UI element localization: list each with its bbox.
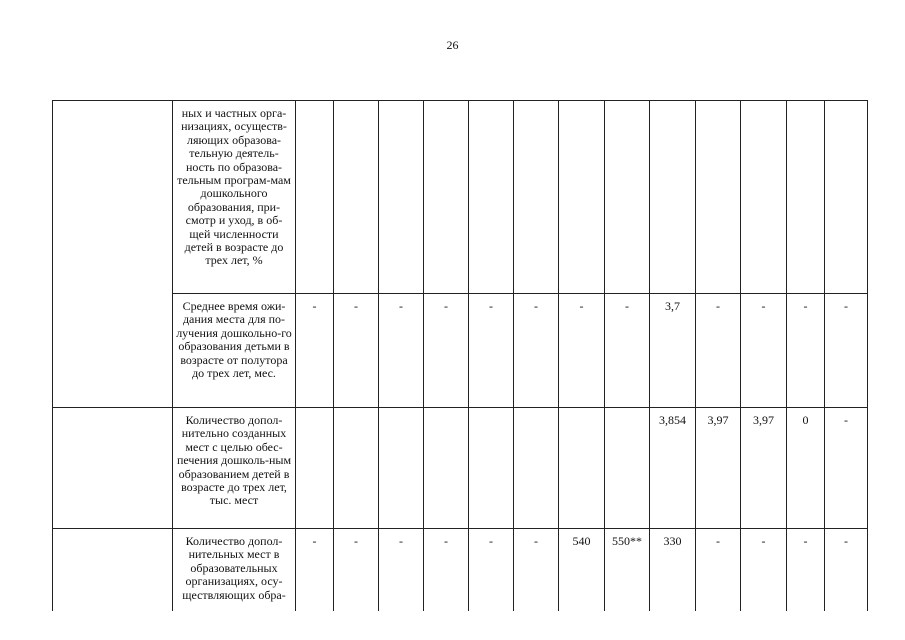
value-cell: - (825, 294, 868, 408)
value-cell: - (825, 408, 868, 529)
value-cell: - (424, 294, 469, 408)
value-cell: - (741, 294, 787, 408)
value-cell: - (296, 529, 334, 611)
table-row (53, 408, 868, 529)
value-cell: 330 (650, 529, 696, 611)
indicators-table (52, 100, 868, 611)
value-cell: - (741, 529, 787, 611)
value-cell: - (696, 294, 741, 408)
value-cell: - (825, 529, 868, 611)
value-cell (424, 101, 469, 294)
indicator-cell: ных и частных орга-низациях, осуществ-ляющих образова-тельную деятель-ность по образова-тельным програм-мам дошкольного образования, при-смотр и уход, в об-щей численности детей в возрасте до трех лет, % (173, 101, 296, 294)
value-cell: - (469, 294, 514, 408)
value-cell: 3,7 (650, 294, 696, 408)
value-cell (741, 101, 787, 294)
value-cell (379, 101, 424, 294)
table-row (53, 294, 868, 408)
section-cell (53, 408, 173, 529)
indicator-cell: Среднее время ожи-дания места для по-лучения дошкольно-го образования детьми в возрасте от полутора до трех лет, мес. (173, 294, 296, 408)
indicator-cell: Количество допол-нительно созданных мест с целью обес-печения дошколь-ным образованием детей в возрасте до трех лет, тыс. мест (173, 408, 296, 529)
value-cell (379, 408, 424, 529)
value-cell: - (379, 294, 424, 408)
value-cell: 0 (787, 408, 825, 529)
value-cell: - (559, 294, 605, 408)
table-row (53, 529, 868, 611)
value-cell (334, 408, 379, 529)
value-cell (825, 101, 868, 294)
value-cell: - (514, 529, 559, 611)
value-cell (605, 101, 650, 294)
value-cell: 3,97 (696, 408, 741, 529)
value-cell (787, 101, 825, 294)
value-cell (469, 101, 514, 294)
table-row (53, 101, 868, 294)
value-cell (424, 408, 469, 529)
value-cell: - (787, 529, 825, 611)
value-cell (296, 408, 334, 529)
value-cell: - (334, 529, 379, 611)
value-cell (296, 101, 334, 294)
value-cell (696, 101, 741, 294)
value-cell: - (296, 294, 334, 408)
section-cell (53, 101, 173, 408)
indicator-cell: Количество допол-нительных мест в образовательных организациях, осу-ществляющих обра- (173, 529, 296, 611)
value-cell: - (469, 529, 514, 611)
value-cell: - (696, 529, 741, 611)
value-cell (650, 101, 696, 294)
value-cell (469, 408, 514, 529)
value-cell: - (379, 529, 424, 611)
section-cell (53, 529, 173, 611)
value-cell: 3,97 (741, 408, 787, 529)
value-cell: - (334, 294, 379, 408)
value-cell (605, 408, 650, 529)
value-cell: 550** (605, 529, 650, 611)
value-cell (514, 408, 559, 529)
value-cell (514, 101, 559, 294)
value-cell: - (787, 294, 825, 408)
value-cell: - (424, 529, 469, 611)
value-cell (559, 101, 605, 294)
value-cell: - (514, 294, 559, 408)
value-cell: - (605, 294, 650, 408)
value-cell: 540 (559, 529, 605, 611)
value-cell: 3,854 (650, 408, 696, 529)
value-cell (334, 101, 379, 294)
value-cell (559, 408, 605, 529)
page-number: 26 (446, 38, 459, 52)
